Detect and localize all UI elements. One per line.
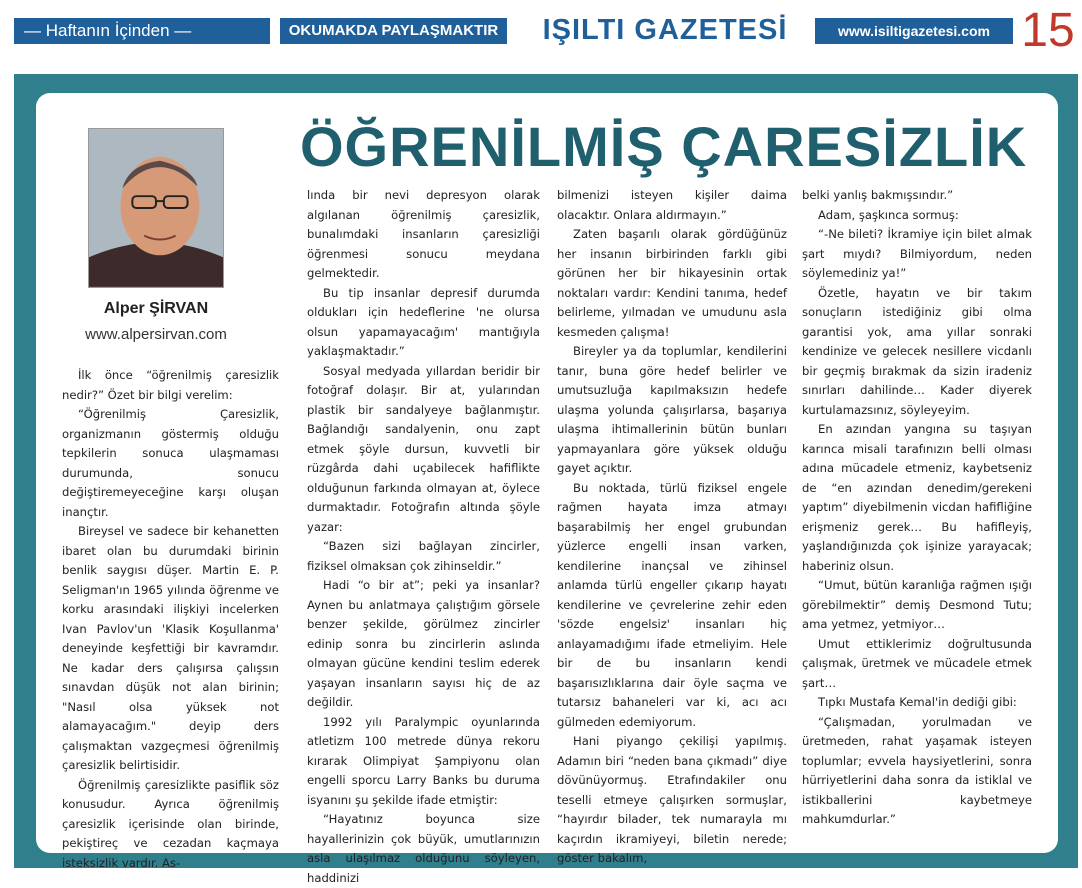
paragraph: 1992 yılı Paralympic oyunlarında atletizm 100 metrede dünya rekoru kırarak Olimpiyat Şampiyonu olan engelli sporcu Larry Banks bu duruma isyanını şu şekilde ifade etmiştir:: [307, 714, 540, 807]
paragraph: Bireyler ya da toplumlar, kendilerini tanır, buna göre hedef belirler ve umutsuzluğa kapılmaksızın hedefe ulaşma yolunda çalışırlarsa, başarıya ulaşma ihtimallerinin bütün bunları yapmayanlara göre yüksek olduğu gayet açıktır.: [557, 344, 787, 475]
paragraph: Bu tip insanlar depresif durumda oldukları için hedeflerine 'ne olursa olsun yapamayacağım' mantığıyla yaklaşmaktadır.”: [307, 285, 540, 358]
paragraph: Adam, şaşkınca sormuş:: [818, 207, 959, 222]
paragraph: Özetle, hayatın ve bir takım sonuçların istediğiniz gibi olma garantisi yok, ama yıllar sonraki kendinize ve gelecek nesillere vicdanlı bir geçmiş bırakmak da sizin iradeniz sınırları dahilinde… Kader diyerek kurtulamazsınız, söyleyeyim.: [802, 285, 1032, 417]
article-column-1: [62, 366, 279, 873]
paragraph: Umut ettiklerimiz doğrultusunda çalışmak, üretmek ve mücadele etmek şart…: [802, 636, 1032, 690]
paragraph: lında bir nevi depresyon olarak algılanan öğrenilmiş çaresizlik, bunalımdaki insanların çaresizliği öğrenmesi sonucu meydana gelmektedir.: [307, 188, 540, 280]
newspaper-slogan: OKUMAKDA PAYLAŞMAKTIR: [280, 18, 507, 44]
paragraph: En azından yangına su taşıyan karınca misali tarafınızın belli olması adına mücadele etmeniz, kaybetseniz de “en azından denedim/gerekeni yaptım” diyebilmenin vicdan hafifliğine erişmeniz gerek… Bu hafifleyiş, yaşlandığınızda çok işinize yarayacak; haberiniz olsun.: [802, 422, 1032, 573]
author-portrait-icon: [89, 129, 223, 287]
author-photo: [88, 128, 224, 288]
paragraph: Hadi “o bir at”; peki ya insanlar? Aynen bu anlatmaya çalıştığım görsele benzer şekilde, görülmez zincirler edinip sonra bu zincirlerin aslında olmayan gücüne kendini teslim ederek yaşayan insanların sayısı hiç de az değildir.: [307, 578, 540, 709]
newspaper-logo: IŞILTI GAZETESİ: [542, 14, 788, 46]
paragraph: “Umut, bütün karanlığa rağmen ışığı görebilmektir” demiş Desmond Tutu; ama yetmez, yetmiyor…: [802, 578, 1032, 631]
author-name: Alper ŞİRVAN: [103, 300, 209, 317]
author-website-link[interactable]: www.alpersirvan.com: [85, 326, 227, 343]
article-title: ÖĞRENİLMİŞ ÇARESİZLİK: [300, 115, 1028, 178]
paragraph: “-Ne bileti? İkramiye için bilet almak şart mıydı? Bilmiyordum, neden söylemediniz ya!”: [802, 227, 1032, 280]
newspaper-url-link[interactable]: www.isiltigazetesi.com: [815, 18, 1013, 44]
paragraph: “Öğrenilmiş Çaresizlik, organizmanın göstermiş olduğu tepkilerin sonuca ulaşmaması durumunda, sonucu değiştiremeyeceğine karşı oluşan inançtır.: [62, 407, 279, 519]
paragraph: bilmenizi isteyen kişiler daima olacaktır. Onlara aldırmayın.”: [557, 188, 787, 222]
page-number: 15: [1021, 4, 1075, 57]
paragraph: “Hayatınız boyunca size hayallerinizin çok büyük, umutlarınızın asla ulaşılmaz olduğunu söyleyen, haddinizi: [307, 812, 540, 885]
article-column-2: [307, 186, 540, 888]
paragraph: Bu noktada, türlü fiziksel engele rağmen hayata imza atmayı başarabilmiş her engel grubundan yüzlerce engelli insan varken, kendilerine inançsal ve zihinsel anlamda türlü engeller çıkarıp hayatı kendilerine ve çevrelerine zehir eden 'sözde engelsiz' insanları hiç anlayamadığımı ifade etmeliyim. Hele bir de bu insanların kendi başarısızlıklarına dair öyle saçma ve tutarsız bahaneleri var ki, acı acı gülmeden edemiyorum.: [557, 480, 787, 729]
paragraph: Öğrenilmiş çaresizlikte pasiflik söz konusudur. Ayrıca öğrenilmiş çaresizlik içerisinde olan birinde, pekiştireç ve cezadan kaçmaya isteksizlik vardır. As-: [62, 777, 279, 870]
article-column-4: [802, 186, 1032, 830]
page-header: [0, 0, 1082, 62]
paragraph: “Bazen sizi bağlayan zincirler, fiziksel olmaksan çok zihinseldir.”: [307, 539, 540, 573]
paragraph: “Çalışmadan, yorulmadan ve üretmeden, rahat yaşamak isteyen toplumlar; evvela haysiyetlerini, sonra hürriyetlerini daha sonra da istiklal ve istikballerini kaybetmeye mahkumdurlar.”: [802, 714, 1032, 826]
paragraph: Sosyal medyada yıllardan beridir bir fotoğraf dolaşır. Bir at, yularından plastik bir sandalyeye bağlanmıştır. Bağlandığı sandalyenin, onu zapt etmek şöyle dursun, kuvvetli bir rüzgârda dahi uçabilecek hafiflikte olduğunun farkında olmayan at, öylece durmaktadır. Fotoğrafın altında şöyle yazar:: [307, 363, 540, 534]
paragraph: Zaten başarılı olarak gördüğünüz her insanın birbirinden farklı gibi görünen her bir hikayesinin ortak noktaları vardır: Kendini tanıma, hedef belirleme, yılmadan ve umudunu asla kesmeden çalışma!: [557, 227, 787, 339]
paragraph: İlk önce “öğrenilmiş çaresizlik nedir?” Özet bir bilgi verelim:: [62, 368, 279, 402]
article-column-3: [557, 186, 787, 869]
section-label: — Haftanın İçinden —: [14, 18, 270, 44]
paragraph: Hani piyango çekilişi yapılmış. Adamın biri “neden bana çıkmadı” diye dövünüyormuş. Etrafındakiler onu teselli etmeye çalışırken sormuşlar, “hayırdır bilader, tek numarayla mı kaçırdın ikramiyeyi, biletin nerede; göster bakalım,: [557, 734, 787, 865]
paragraph: Tıpkı Mustafa Kemal'in dediği gibi:: [818, 695, 1017, 709]
paragraph: belki yanlış bakmışsındır.”: [802, 188, 954, 202]
paragraph: Bireysel ve sadece bir kehanetten ibaret olan bu durumdaki birinin benlik saygısı düşer. Martin E. P. Seligman'ın 1965 yılında öğrenme ve korku arasındaki ilişkiyi incelerken Ivan Pavlov'un 'Klasik Koşullanma' deneyinde keşfettiği bir kavramdır. Ne kadar ders çalışırsa çalışsın sınavdan düşük not alan birinin; "Nasıl olsa yüksek not alamayacağım." deyip ders çalışmaktan vazgeçmesi öğrenilmiş çaresizlik belirtisidir.: [62, 524, 279, 772]
